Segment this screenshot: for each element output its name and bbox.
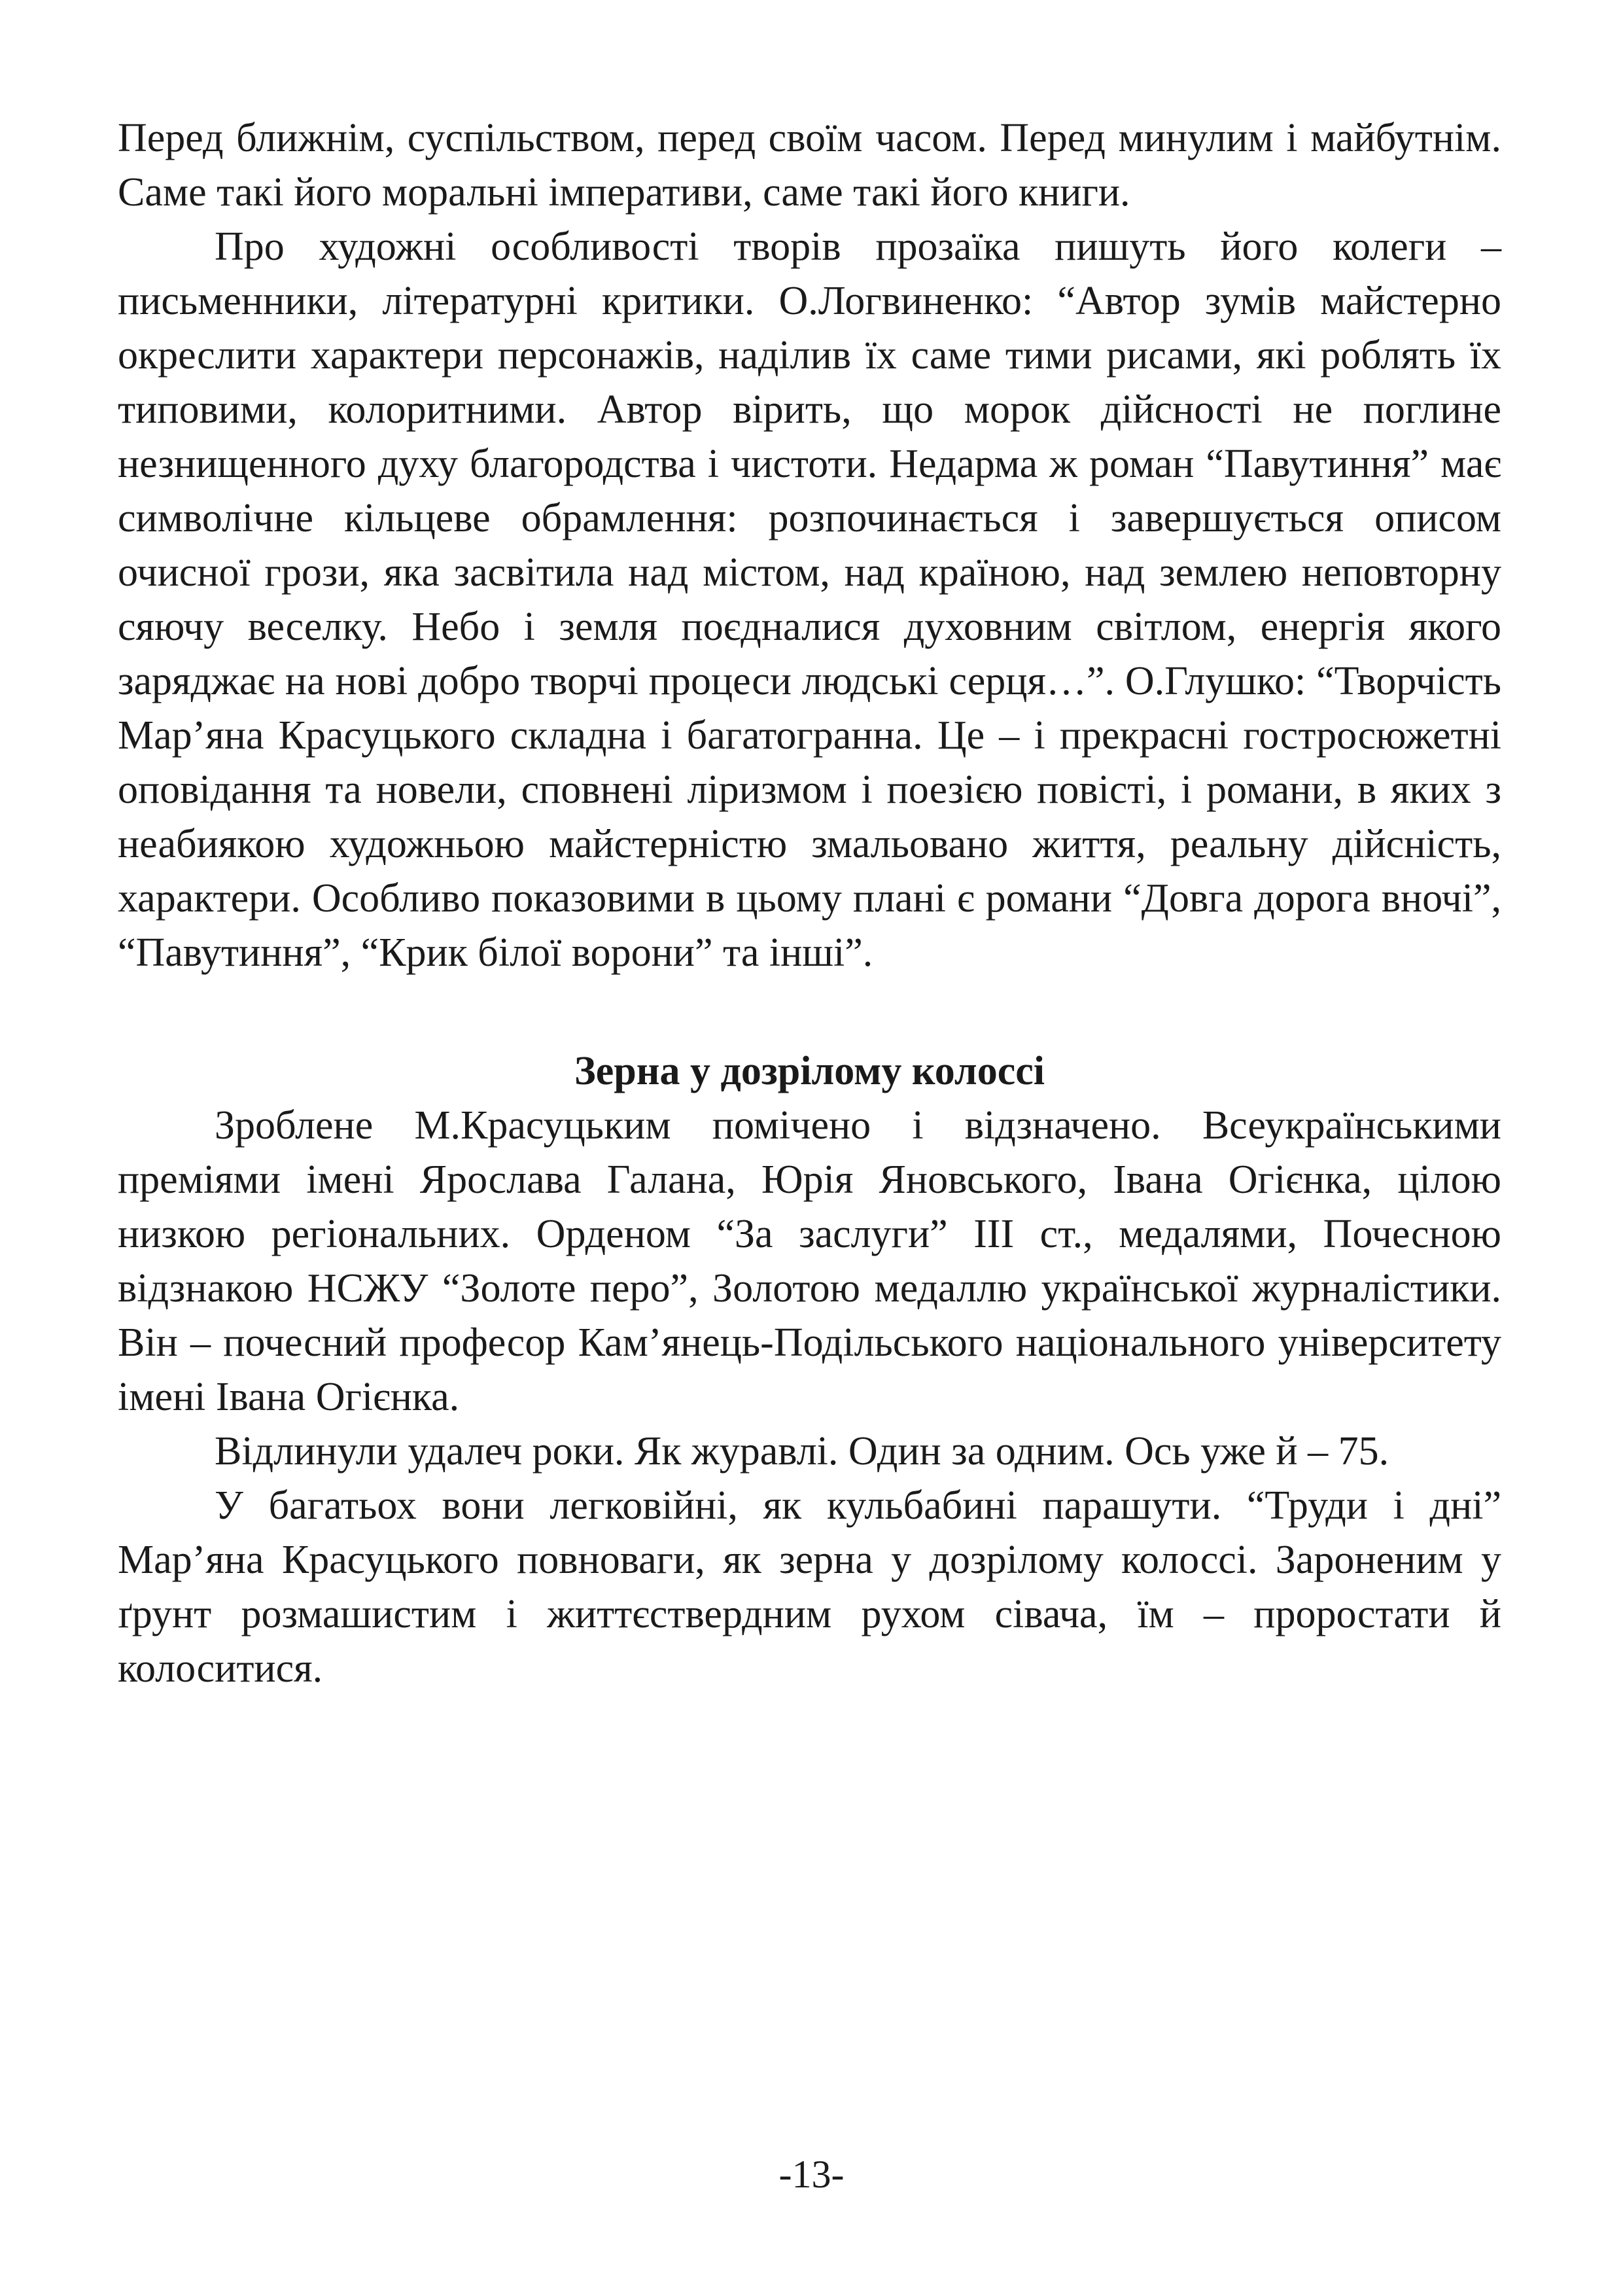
- paragraph-1: Перед ближнім, суспільством, перед своїм часом. Перед минулим і майбутнім. Саме такі його моральні імперативи, саме такі його книги.: [118, 116, 1501, 215]
- section-heading: Зерна у дозрілому колоссі: [574, 1049, 1045, 1093]
- page-body: [118, 111, 1501, 1696]
- paragraph-5: У багатьох вони легковійні, як кульбабині парашути. “Труди і дні” Мар’яна Красуцького повноваги, як зерна у дозрілому колоссі. Зароненим у ґрунт розмашистим і життєствердним рухом сівача, їм – проростати й колоситися.: [118, 1483, 1501, 1691]
- page-number: -13-: [778, 2153, 845, 2196]
- paragraph-2: Про художні особливості творів прозаїка пишуть його колеги – письменники, літературні критики. О.Логвиненко: “Автор зумів майстерно окреслити характери персонажів, наділив їх саме тими рисами, які роблять їх типовими, колоритними. Автор вірить, що морок дійсності не поглине незнищенного духу благородства і чистоти. Недарма ж роман “Павутиння” має символічне кільцеве обрамлення: розпочинається і завершується описом очисної грози, яка засвітила над містом, над країною, над землею неповторну сяючу веселку. Небо і земля поєдналися духовним світлом, енергія якого заряджає на нові добро творчі процеси людські серця…”. О.Глушко: “Творчість Мар’яна Красуцького складна і багатогранна. Це – і прекрасні гостросюжетні оповідання та новели, сповнені ліризмом і поезією повісті, і романи, в яких з неабиякою художньою майстерністю змальовано життя, реальну дійсність, характери. Особливо показовими в цьому плані є романи “Довга дорога вночі”, “Павутиння”, “Крик білої ворони” та інші”.: [118, 224, 1501, 975]
- paragraph-4: Відлинули удалеч роки. Як журавлі. Один за одним. Ось уже й – 75.: [215, 1429, 1389, 1474]
- paragraph-3: Зроблене М.Красуцьким помічено і відзначено. Всеукраїнськими преміями імені Ярослава Галана, Юрія Яновського, Івана Огієнка, цілою низкою регіональних. Орденом “За заслуги” ІІІ ст., медалями, Почесною відзнакою НСЖУ “Золоте перо”, Золотою медаллю української журналістики. Він – почесний професор Кам’янець-Подільського національного університету імені Івана Огієнка.: [118, 1103, 1501, 1419]
